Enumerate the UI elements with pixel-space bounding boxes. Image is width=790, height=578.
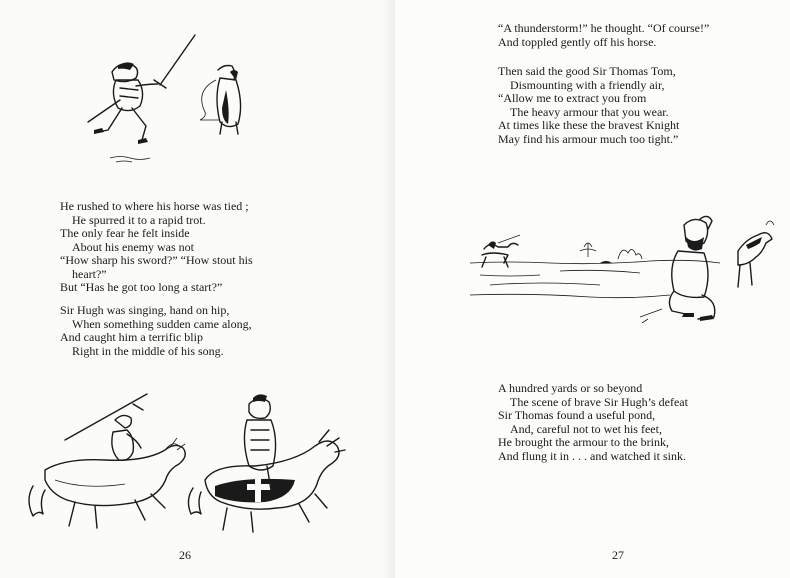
left-stanza-1 [60, 200, 253, 295]
page-number-right: 27 [612, 548, 624, 562]
right-stanza-1 [498, 22, 709, 49]
verse-line: The scene of brave Sir Hugh’s defeat [510, 394, 688, 409]
verse-line: Sir Thomas found a useful pond, [498, 408, 656, 422]
verse-line: “A thunderstorm!” he thought. “Of course!” [498, 21, 710, 35]
verse-line: May find his armour much too tight.” [498, 131, 679, 146]
verse-line: The only fear he felt inside [60, 226, 190, 240]
verse-line: Right in the middle of his song. [72, 343, 224, 358]
verse-line: And, careful not to wet his feet, [510, 421, 662, 436]
verse-line: And caught him a terrific blip [60, 330, 203, 344]
verse-line: “Allow me to extract you from [498, 91, 647, 105]
verse-line: heart?” [72, 266, 107, 281]
page-number-left: 26 [179, 548, 191, 562]
verse-line: When something sudden came along, [72, 316, 252, 331]
verse-line: Sir Hugh was singing, hand on hip, [60, 303, 230, 317]
verse-line: “How sharp his sword?” “How stout his [60, 253, 253, 267]
landscape-seated-figure-illustration [470, 205, 775, 335]
left-stanza-2 [60, 304, 252, 358]
verse-line: And toppled gently off his horse. [498, 34, 657, 49]
verse-line: The heavy armour that you wear. [510, 104, 669, 119]
verse-line: But “Has he got too long a start?” [60, 280, 223, 294]
verse-line: At times like these the bravest Knight [498, 118, 680, 132]
verse-line: Then said the good Sir Thomas Tom, [498, 64, 676, 78]
right-page [395, 0, 790, 578]
verse-line: About his enemy was not [72, 239, 194, 254]
verse-line: He spurred it to a rapid trot. [72, 212, 206, 227]
knight-running-illustration [80, 30, 280, 170]
verse-line: He rushed to where his horse was tied ; [60, 199, 249, 213]
right-stanza-2 [498, 65, 679, 146]
verse-line: He brought the armour to the brink, [498, 435, 669, 449]
right-stanza-3 [498, 382, 688, 463]
verse-line: And flung it in . . . and watched it sink. [498, 448, 686, 463]
verse-line: A hundred yards or so beyond [498, 381, 643, 395]
verse-line: Dismounting with a friendly air, [510, 77, 665, 92]
mounted-knights-illustration [15, 390, 365, 540]
